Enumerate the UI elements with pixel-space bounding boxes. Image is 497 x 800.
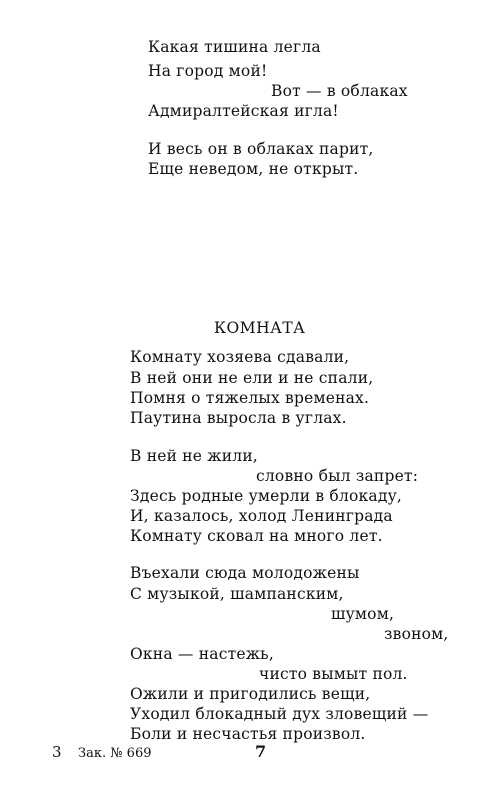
- order-number: Зак. № 669: [78, 746, 152, 761]
- poem2-line: Боли и несчастья произвол.: [130, 725, 366, 743]
- poem2-line: Въехали сюда молодожены: [130, 564, 360, 582]
- poem2-line: Здесь родные умерли в блокаду,: [130, 487, 403, 505]
- poem1-line: Еще неведом, не открыт.: [148, 160, 359, 178]
- poem1-line: Вот — в облаках: [271, 82, 408, 100]
- poem1-line: Адмиралтейская игла!: [148, 102, 339, 120]
- poem2-line: Помня о тяжелых временах.: [130, 389, 370, 407]
- poem2-line: звоном,: [384, 625, 449, 643]
- poem2-line: Комнату сковал на много лет.: [130, 527, 383, 545]
- poem2-line: Уходил блокадный дух зловещий —: [130, 705, 429, 723]
- printer-signature: 3: [52, 743, 62, 761]
- poem1-line: И весь он в облаках парит,: [148, 140, 374, 158]
- poem1-line: На город мой!: [148, 62, 268, 80]
- poem2-line: Ожили и пригодились вещи,: [130, 685, 371, 703]
- page-number: 7: [255, 742, 267, 761]
- poem2-line: словно был запрет:: [256, 467, 419, 485]
- poem2-line: Паутина выросла в углах.: [130, 409, 347, 427]
- poem2-line: шумом,: [331, 605, 395, 623]
- poem2-line: чисто вымыт пол.: [259, 665, 408, 683]
- poem2-line: Комнату хозяева сдавали,: [130, 348, 350, 366]
- poem1-line: Какая тишина легла: [148, 38, 321, 56]
- poem2-line: В ней они не ели и не спали,: [130, 369, 374, 387]
- poem2-line: И, казалось, холод Ленинграда: [130, 507, 393, 525]
- poem-title: КОМНАТА: [214, 319, 306, 337]
- poem2-line: Окна — настежь,: [130, 645, 274, 663]
- poem2-line: С музыкой, шампанским,: [130, 585, 344, 603]
- poem2-line: В ней не жили,: [130, 447, 259, 465]
